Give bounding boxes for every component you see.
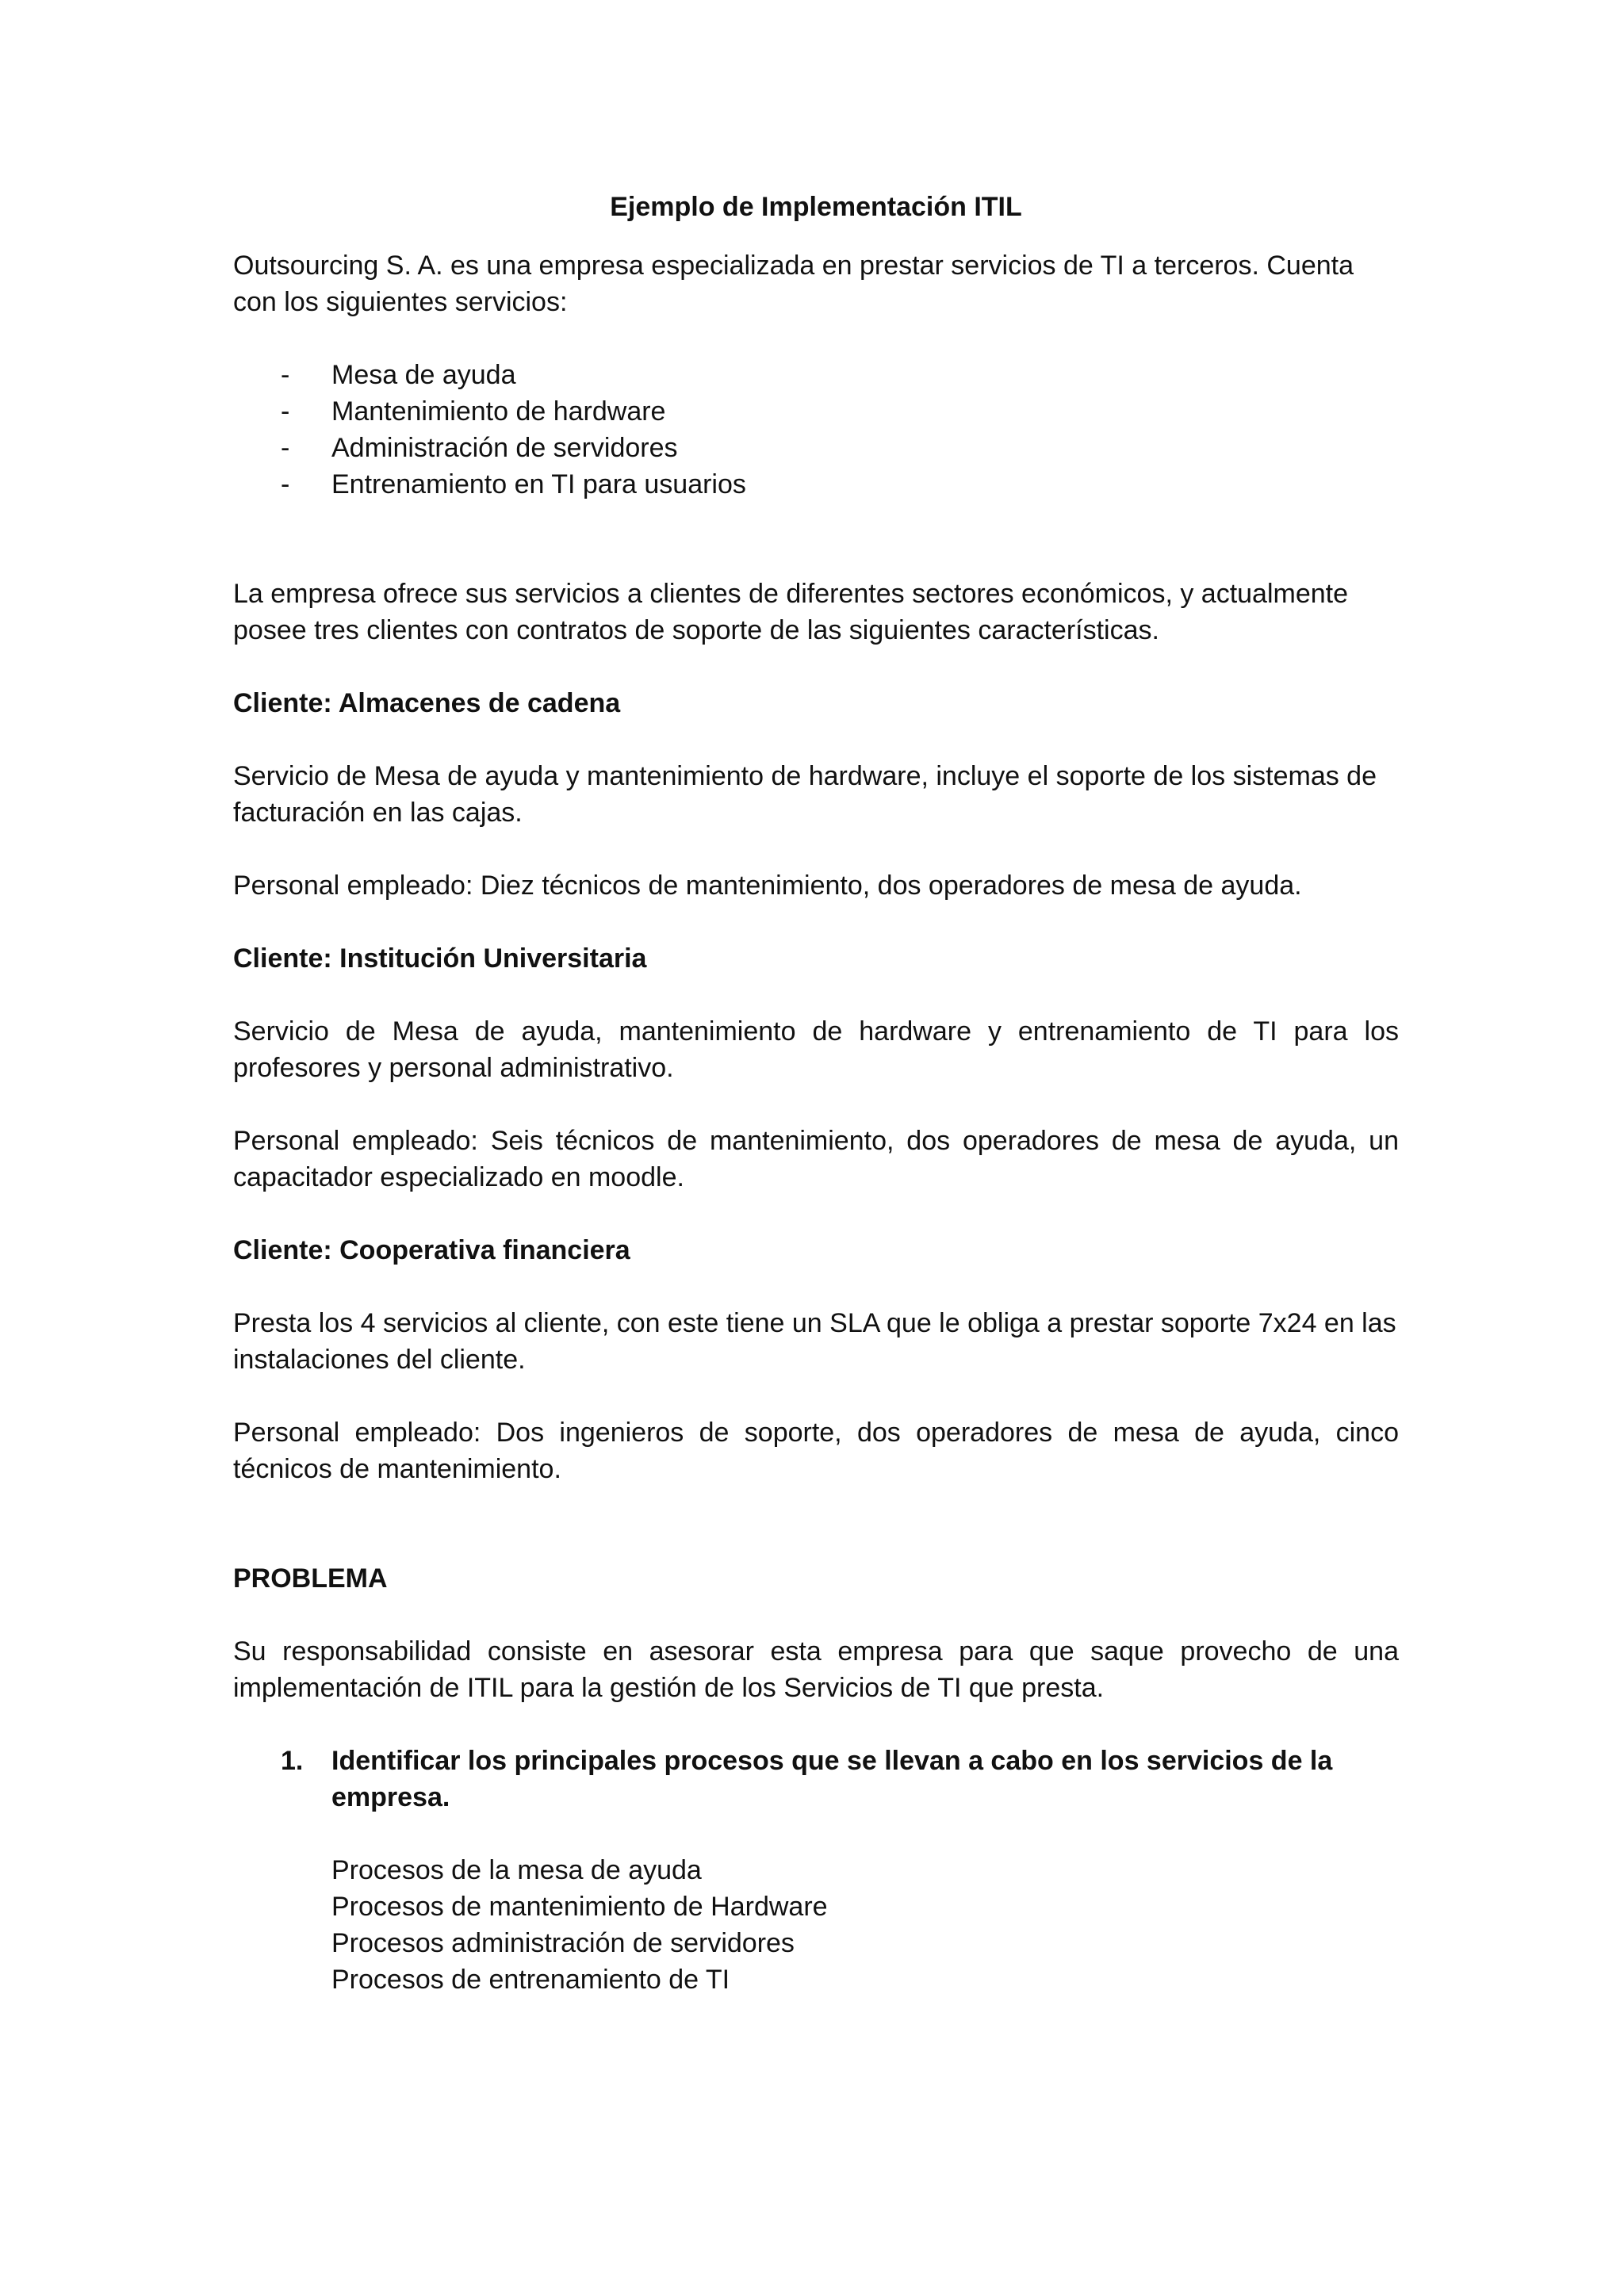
services-list — [233, 357, 1399, 503]
list-item: - Mantenimiento de hardware — [233, 393, 1399, 430]
question-number: 1. — [281, 1746, 304, 1776]
intro-paragraph: Outsourcing S. A. es una empresa especializada en prestar servicios de TI a terceros. Cuenta con los siguientes servicios: — [233, 251, 1354, 317]
question-item — [233, 1743, 1399, 1816]
document-body — [233, 189, 1399, 1998]
answer-line: Procesos de entrenamiento de TI — [331, 1965, 730, 1995]
problem-paragraph: Su responsabilidad consiste en asesorar esta empresa para que saque provecho de una implementación de ITIL para la gestión de los Servicios de TI que presta. — [233, 1636, 1399, 1703]
list-item: - Entrenamiento en TI para usuarios — [233, 466, 1399, 503]
client-heading: Cliente: Institución Universitaria — [233, 943, 647, 974]
dash-bullet: - — [281, 360, 290, 390]
answer-line: Procesos de mantenimiento de Hardware — [331, 1892, 828, 1922]
answer-line: Procesos administración de servidores — [331, 1928, 795, 1958]
question-text: Identificar los principales procesos que se llevan a cabo en los servicios de la empresa. — [331, 1746, 1333, 1812]
document-title: Ejemplo de Implementación ITIL — [610, 192, 1022, 222]
client-service-paragraph: Servicio de Mesa de ayuda, mantenimiento de hardware y entrenamiento de TI para los profesores y personal administrativo. — [233, 1016, 1399, 1083]
client-service-paragraph: Servicio de Mesa de ayuda y mantenimiento de hardware, incluye el soporte de los sistemas de facturación en las cajas. — [233, 761, 1377, 828]
answer-list — [233, 1852, 1399, 1998]
list-item: - Administración de servidores — [233, 430, 1399, 466]
problem-heading: PROBLEMA — [233, 1563, 388, 1594]
client-heading: Cliente: Cooperativa financiera — [233, 1235, 630, 1265]
dash-bullet: - — [281, 469, 290, 499]
clients-intro-paragraph: La empresa ofrece sus servicios a clientes de diferentes sectores económicos, y actualmente posee tres clientes con contratos de soporte de las siguientes características. — [233, 579, 1349, 645]
client-staff-paragraph: Personal empleado: Diez técnicos de mantenimiento, dos operadores de mesa de ayuda. — [233, 871, 1302, 901]
answer-line: Procesos de la mesa de ayuda — [331, 1855, 702, 1885]
client-heading: Cliente: Almacenes de cadena — [233, 688, 621, 718]
dash-bullet: - — [281, 396, 290, 427]
client-staff-paragraph: Personal empleado: Seis técnicos de mantenimiento, dos operadores de mesa de ayuda, un capacitador especializado en moodle. — [233, 1126, 1399, 1192]
client-service-paragraph: Presta los 4 servicios al cliente, con este tiene un SLA que le obliga a prestar soporte 7x24 en las instalaciones del cliente. — [233, 1308, 1396, 1375]
client-staff-paragraph: Personal empleado: Dos ingenieros de soporte, dos operadores de mesa de ayuda, cinco técnicos de mantenimiento. — [233, 1418, 1399, 1484]
list-item: - Mesa de ayuda — [233, 357, 1399, 393]
questions-list — [233, 1743, 1399, 1816]
dash-bullet: - — [281, 433, 290, 463]
